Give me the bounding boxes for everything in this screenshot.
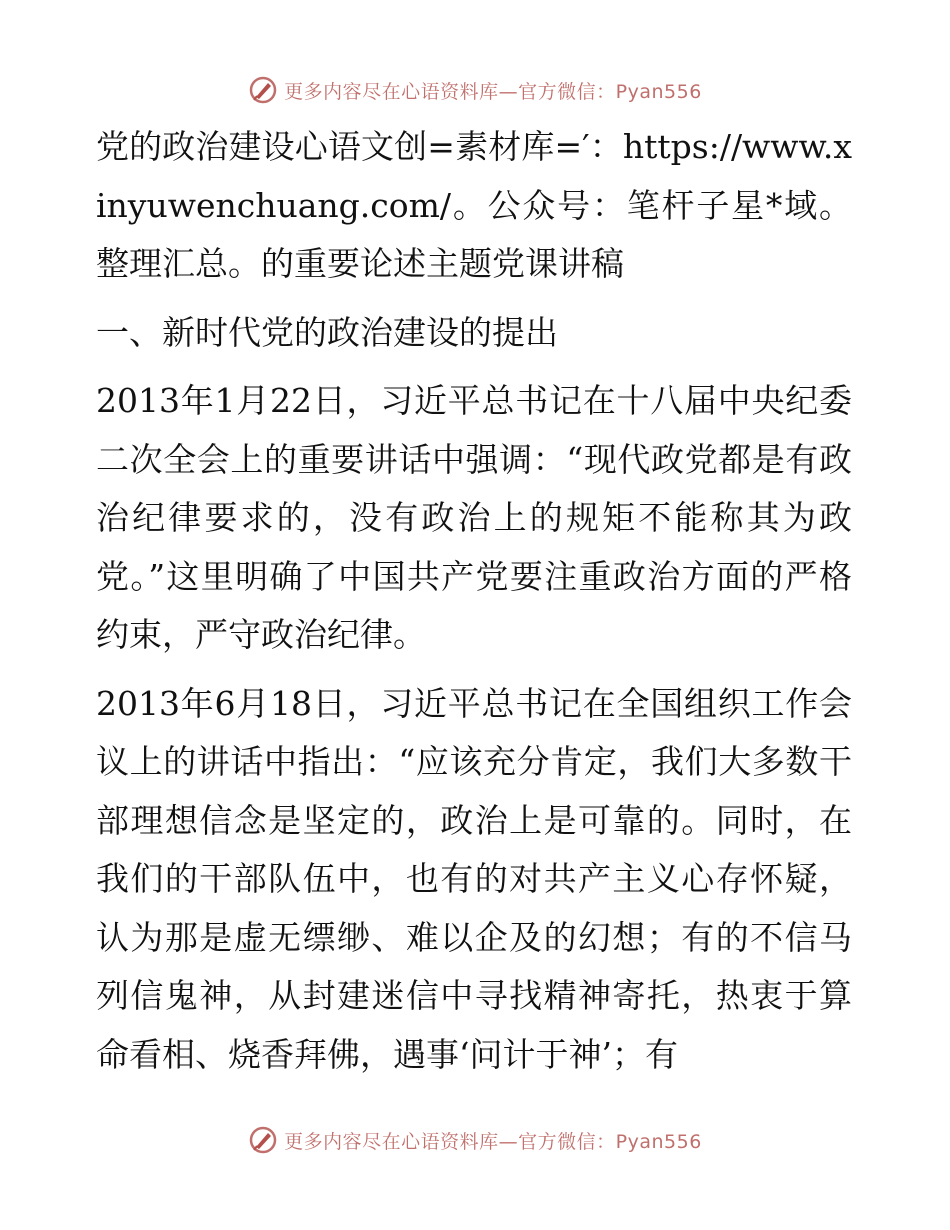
- header-watermark-banner: [0, 70, 950, 110]
- quill-pen-logo-icon: [248, 1125, 278, 1155]
- watermark-text: 更多内容尽在心语资料库—官方微信：Pyan556: [284, 80, 702, 103]
- body-paragraph: 2013年1月22日，习近平总书记在十八届中央纪委二次全会上的重要讲话中强调：“现代政党都是有政治纪律要求的，没有政治上的规矩不能称其为政党。”这里明确了中国共产党要注重政治方面的严格约束，严守政治纪律。: [96, 381, 852, 654]
- section-heading: 一、新时代党的政治建设的提出: [96, 312, 558, 352]
- document-body: [96, 118, 852, 1084]
- document-title: 党的政治建设心语文创=素材库=′：https://www.xinyuwenchuang.com/。公众号：笔杆子星*域。整理汇总。的重要论述主题党课讲稿: [96, 127, 852, 283]
- footer-watermark-banner: [0, 1120, 950, 1160]
- watermark-text: 更多内容尽在心语资料库—官方微信：Pyan556: [284, 1130, 702, 1153]
- body-paragraph: 2013年6月18日，习近平总书记在全国组织工作会议上的讲话中指出：“应该充分肯定，我们大多数干部理想信念是坚定的，政治上是可靠的。同时，在我们的干部队伍中，也有的对共产主义心存怀疑，认为那是虚无缥缈、难以企及的幻想；有的不信马列信鬼神，从封建迷信中寻找精神寄托，热衷于算命看相、烧香拜佛，遇事‘问计于神’；有: [96, 683, 852, 1074]
- quill-pen-logo-icon: [248, 75, 278, 105]
